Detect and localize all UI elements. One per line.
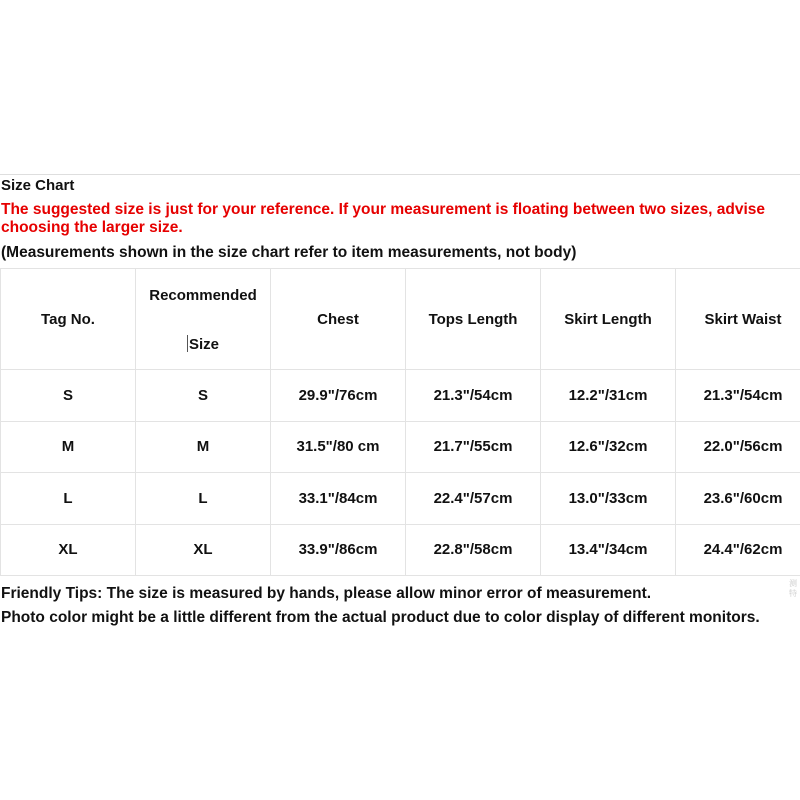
- header-recommended-size: [136, 269, 271, 370]
- table-row: [1, 524, 800, 576]
- size-table: [0, 268, 800, 576]
- page-title: Size Chart: [1, 177, 75, 194]
- cell-skirt-waist: 22.0"/56cm: [676, 421, 800, 473]
- cell-chest: 33.1"/84cm: [271, 473, 406, 525]
- header-tops-length: Tops Length: [406, 269, 541, 370]
- size-advice-notice: The suggested size is just for your reference. If your measurement is floating between two sizes, advise choosing the larger size.: [1, 201, 766, 236]
- cell-skirt-length: 12.6"/32cm: [541, 421, 676, 473]
- header-recommended-line2: Size: [188, 336, 219, 353]
- cell-skirt-waist: 24.4"/62cm: [676, 524, 800, 576]
- cell-skirt-length: 13.4"/34cm: [541, 524, 676, 576]
- text-caret: [187, 335, 188, 352]
- cell-tops-length: 21.3"/54cm: [406, 370, 541, 422]
- cell-skirt-length: 13.0"/33cm: [541, 473, 676, 525]
- cell-tops-length: 21.7"/55cm: [406, 421, 541, 473]
- cell-chest: 29.9"/76cm: [271, 370, 406, 422]
- cell-chest: 31.5"/80 cm: [271, 421, 406, 473]
- table-row: [1, 421, 800, 473]
- cell-tops-length: 22.4"/57cm: [406, 473, 541, 525]
- cell-tag-no: XL: [1, 524, 136, 576]
- photo-color-note: Photo color might be a little different from the actual product due to color display of different monitors.: [1, 609, 760, 626]
- cell-recommended-size: XL: [136, 524, 271, 576]
- top-divider: [0, 174, 800, 175]
- cell-tag-no: M: [1, 421, 136, 473]
- cell-recommended-size: L: [136, 473, 271, 525]
- cell-chest: 33.9"/86cm: [271, 524, 406, 576]
- table-row: [1, 370, 800, 422]
- friendly-tips: Friendly Tips: The size is measured by hands, please allow minor error of measurement.: [1, 585, 652, 602]
- cell-skirt-waist: 21.3"/54cm: [676, 370, 800, 422]
- table-header-row: [1, 269, 800, 370]
- header-tag-no: Tag No.: [1, 269, 136, 370]
- table-row: [1, 473, 800, 525]
- cell-tag-no: S: [1, 370, 136, 422]
- cell-recommended-size: M: [136, 421, 271, 473]
- cell-tag-no: L: [1, 473, 136, 525]
- header-skirt-length: Skirt Length: [541, 269, 676, 370]
- measurement-note: (Measurements shown in the size chart refer to item measurements, not body): [1, 244, 577, 261]
- cell-recommended-size: S: [136, 370, 271, 422]
- header-recommended-line1: Recommended: [149, 287, 257, 304]
- watermark: 测 特: [789, 579, 797, 598]
- header-chest: Chest: [271, 269, 406, 370]
- header-skirt-waist: Skirt Waist: [676, 269, 800, 370]
- cell-skirt-waist: 23.6"/60cm: [676, 473, 800, 525]
- cell-tops-length: 22.8"/58cm: [406, 524, 541, 576]
- cell-skirt-length: 12.2"/31cm: [541, 370, 676, 422]
